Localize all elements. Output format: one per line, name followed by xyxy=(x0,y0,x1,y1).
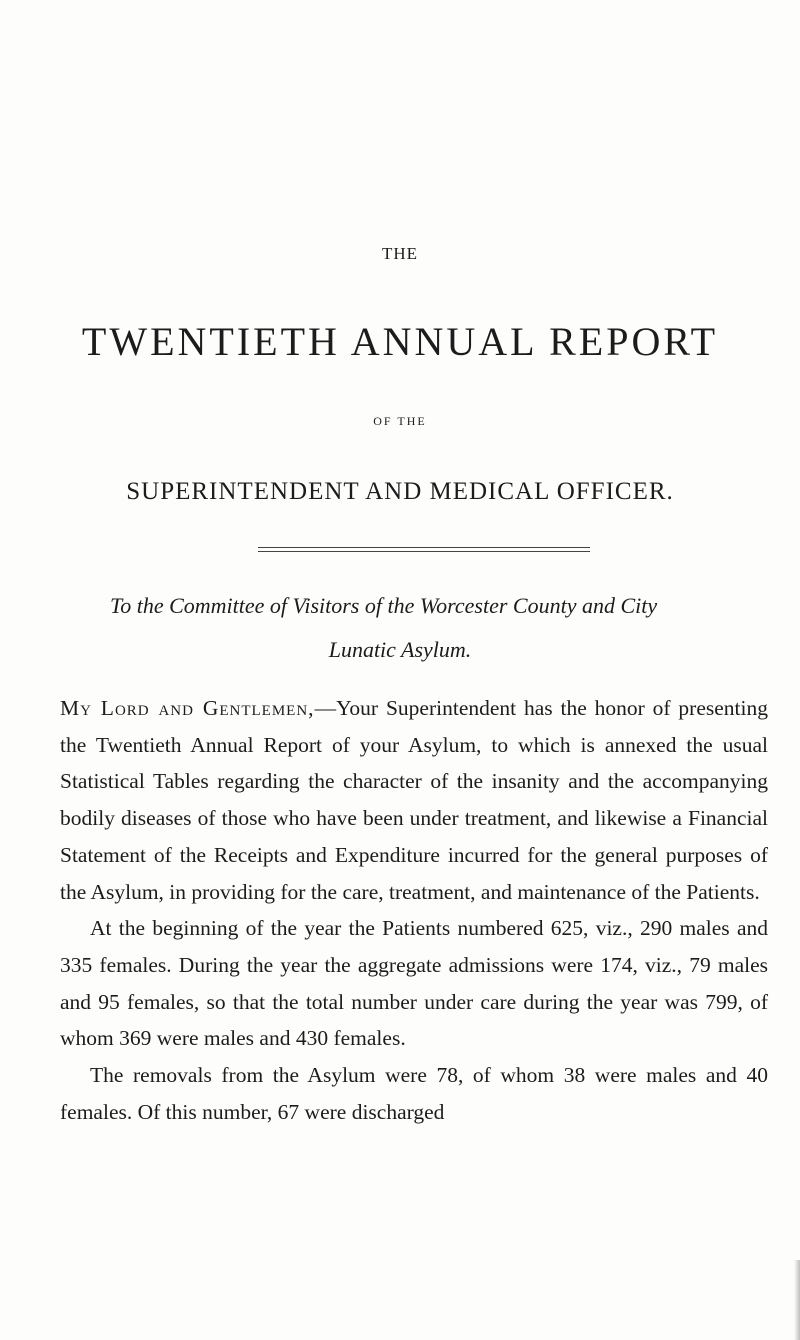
page-edge-shadow xyxy=(794,1260,800,1340)
divider-rule-bottom xyxy=(258,551,590,552)
divider-rule-top xyxy=(258,547,590,548)
paragraph-3: The removals from the Asylum were 78, of whom 38 were males and 40 females. Of this number, 67 were discharged xyxy=(60,1063,768,1124)
paragraph-1 xyxy=(60,690,768,910)
heading-the: THE xyxy=(381,244,419,263)
report-title: TWENTIETH ANNUAL REPORT xyxy=(81,319,719,364)
paragraph-2: At the beginning of the year the Patients numbered 625, viz., 290 males and 335 females. During the year the aggregate admissions were 174, viz., 79 males and 95 females, so that the total number under care during the year was 799, of whom 369 were males and 430 females. xyxy=(60,916,768,1051)
body-text xyxy=(60,690,768,1130)
heading-of-the: OF THE xyxy=(373,414,427,428)
salutation: My Lord and Gentlemen, xyxy=(60,696,315,720)
addressee-line-1: To the Committee of Visitors of the Worcester County and City xyxy=(110,593,658,618)
addressee xyxy=(110,584,750,672)
report-subtitle: SUPERINTENDENT AND MEDICAL OFFICER. xyxy=(126,478,674,505)
paragraph-1-text: —Your Superintendent has the honor of presenting the Twentieth Annual Report of your Asylum, to which is annexed the usual Statistical Tables regarding the character of the insanity and the accompanying bodily diseases of those who have been under treatment, and likewise a Financial Statement of the Receipts and Expenditure incurred for the general purposes of the Asylum, in providing for the care, treatment, and maintenance of the Patients. xyxy=(60,696,768,904)
addressee-line-2: Lunatic Asylum. xyxy=(328,637,472,662)
